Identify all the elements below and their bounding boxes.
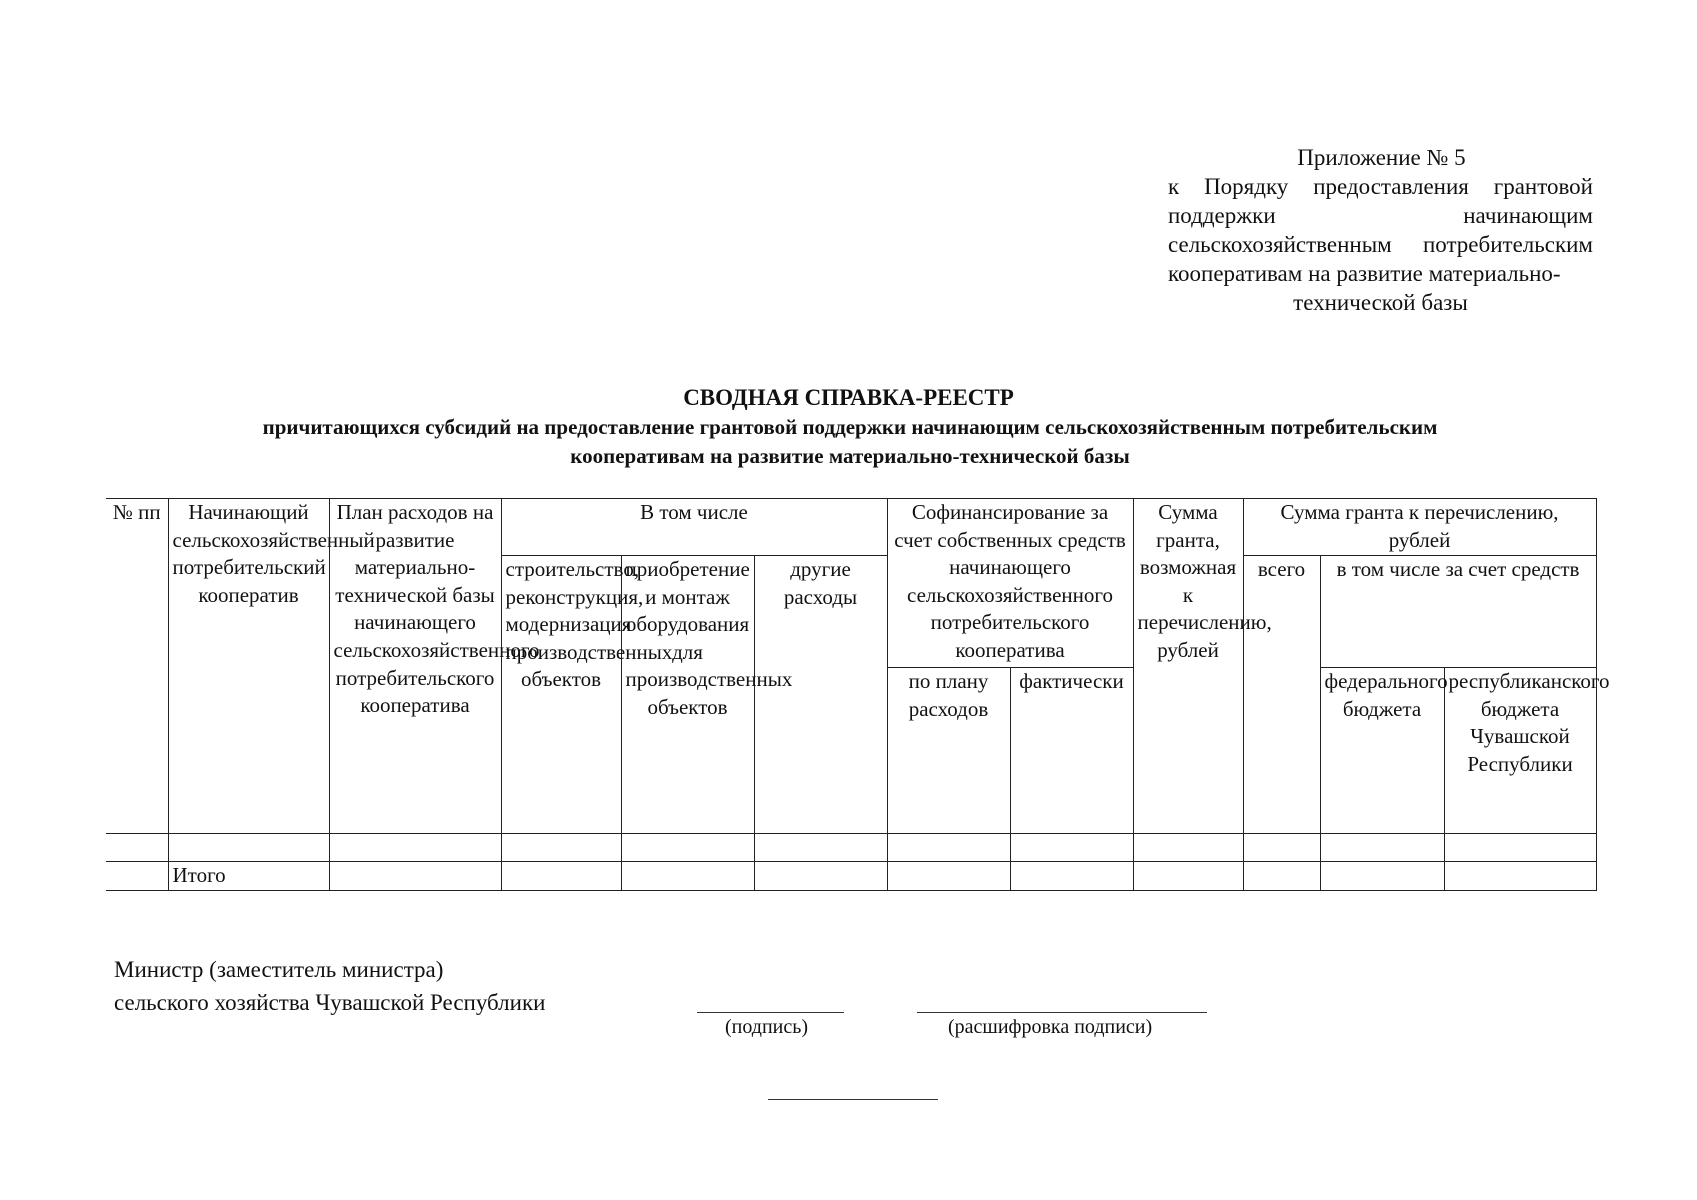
signature-decode-line bbox=[917, 1012, 1207, 1013]
cell-empty bbox=[1010, 834, 1133, 862]
header-cooperative: Начинающий сельскохозяйственный потребительский кооператив bbox=[168, 499, 329, 834]
cell-empty bbox=[887, 862, 1010, 891]
cell-number bbox=[106, 862, 168, 891]
header-including: В том числе bbox=[501, 499, 887, 556]
header-cofin-fact: фактически bbox=[1010, 668, 1133, 834]
cell-empty bbox=[1010, 862, 1133, 891]
cell-empty bbox=[501, 834, 621, 862]
header-federal-budget: федерального бюджета bbox=[1320, 668, 1444, 834]
cell-empty bbox=[754, 834, 887, 862]
cell-empty bbox=[501, 862, 621, 891]
cell-empty bbox=[1243, 834, 1320, 862]
cell-total-label: Итого bbox=[168, 862, 329, 891]
cell-cooperative bbox=[168, 834, 329, 862]
header-construction: строительство, реконструкция, модернизация производственных объектов bbox=[501, 556, 621, 834]
cell-number bbox=[106, 834, 168, 862]
header-total: всего bbox=[1243, 556, 1320, 834]
header-cofin-plan: по плану расходов bbox=[887, 668, 1010, 834]
document-subtitle: причитающихся субсидий на предоставление грантовой поддержки начинающим сельскохозяйственным потребительским кооперативам на развитие материально-технической базы bbox=[262, 415, 1438, 468]
header-grant-transfer: Сумма гранта к перечислению, рублей bbox=[1243, 499, 1596, 556]
cell-empty bbox=[1320, 862, 1444, 891]
cell-empty bbox=[1444, 834, 1596, 862]
date-line bbox=[768, 1099, 938, 1100]
header-number: № пп bbox=[106, 499, 168, 834]
table-row bbox=[106, 834, 1596, 862]
header-grant-possible: Сумма гранта, возможная к перечислению, рублей bbox=[1133, 499, 1243, 834]
signatory-position: Министр (заместитель министра) bbox=[114, 957, 444, 982]
signatory-ministry: сельского хозяйства Чувашской Республики bbox=[114, 990, 546, 1015]
signature-decode-caption: (расшифровка подписи) bbox=[948, 1016, 1153, 1038]
cell-empty bbox=[1320, 834, 1444, 862]
appendix-block bbox=[1168, 143, 1593, 317]
table-row-total bbox=[106, 862, 1596, 891]
header-equipment: приобретение и монтаж оборудования для производственных объектов bbox=[621, 556, 754, 834]
cell-empty bbox=[621, 834, 754, 862]
signature-line bbox=[697, 1012, 844, 1013]
cell-empty bbox=[1133, 834, 1243, 862]
signatory-block bbox=[114, 953, 545, 1019]
appendix-reference-end: технической базы bbox=[1293, 290, 1468, 315]
header-cofinancing: Софинансирование за счет собственных средств начинающего сельскохозяйственного потребительского кооператива bbox=[887, 499, 1133, 668]
cell-empty bbox=[1133, 862, 1243, 891]
header-other-expenses: другие расходы bbox=[754, 556, 887, 834]
appendix-number: Приложение № 5 bbox=[1297, 145, 1466, 170]
document-title: СВОДНАЯ СПРАВКА-РЕЕСТР bbox=[683, 385, 1014, 410]
cell-empty bbox=[1243, 862, 1320, 891]
cell-empty bbox=[1444, 862, 1596, 891]
signature-caption: (подпись) bbox=[725, 1016, 809, 1038]
header-expense-plan: План расходов на развитие материально-технической базы начинающего сельскохозяйственного потребительского кооператива bbox=[329, 499, 501, 834]
cell-empty bbox=[329, 834, 501, 862]
registry-table bbox=[106, 498, 1610, 891]
cell-empty bbox=[329, 862, 501, 891]
header-including-sources: в том числе за счет средств bbox=[1320, 556, 1596, 668]
header-republic-budget: республиканского бюджета Чувашской Республики bbox=[1444, 668, 1596, 834]
cell-empty bbox=[887, 834, 1010, 862]
appendix-reference: к Порядку предоставления грантовой поддержки начинающим сельскохозяйственным потребительским кооперативам на развитие материально- bbox=[1168, 174, 1593, 286]
cell-empty bbox=[754, 862, 887, 891]
cell-empty bbox=[621, 862, 754, 891]
